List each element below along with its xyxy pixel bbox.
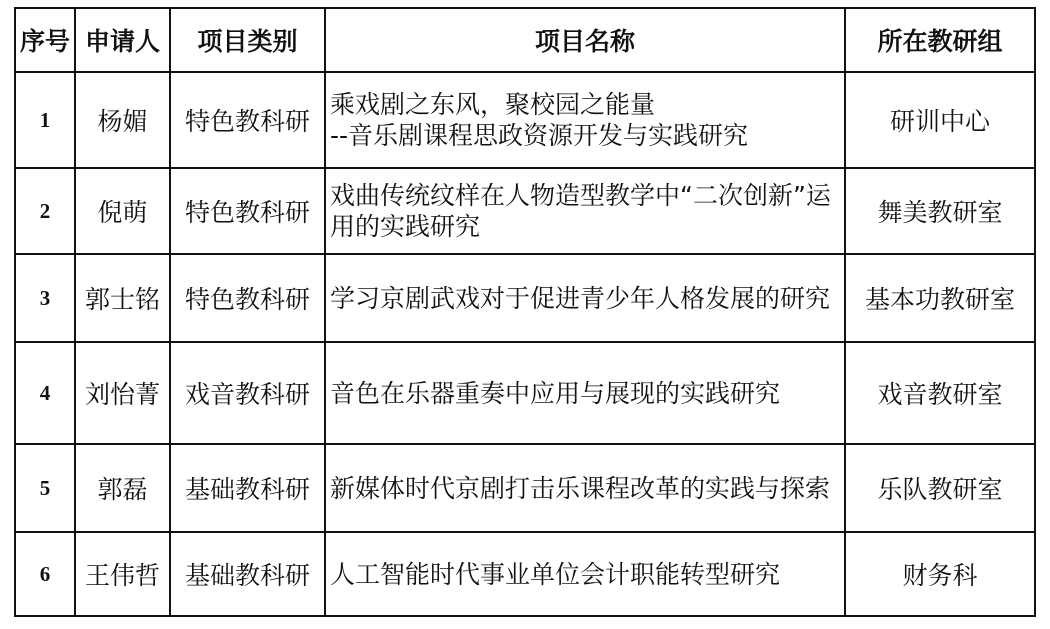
row-category: 特色教科研 bbox=[170, 168, 325, 254]
row-project-name: 音色在乐器重奏中应用与展现的实践研究 bbox=[325, 342, 845, 444]
row-index: 2 bbox=[15, 168, 75, 254]
project-name-line-2: --音乐剧课程思政资源开发与实践研究 bbox=[330, 121, 749, 150]
table-row bbox=[15, 444, 1035, 532]
row-applicant: 倪萌 bbox=[75, 168, 170, 254]
row-group: 戏音教研室 bbox=[845, 342, 1035, 444]
table-row bbox=[15, 342, 1035, 444]
row-category: 特色教科研 bbox=[170, 254, 325, 342]
header-group: 所在教研组 bbox=[845, 8, 1035, 72]
row-applicant: 杨媚 bbox=[75, 72, 170, 168]
row-group: 研训中心 bbox=[845, 72, 1035, 168]
project-table-container bbox=[14, 7, 1036, 617]
row-category: 戏音教科研 bbox=[170, 342, 325, 444]
row-group: 财务科 bbox=[845, 532, 1035, 616]
row-applicant: 刘怡菁 bbox=[75, 342, 170, 444]
table-row bbox=[15, 532, 1035, 616]
row-category: 基础教科研 bbox=[170, 532, 325, 616]
header-index: 序号 bbox=[15, 8, 75, 72]
header-applicant: 申请人 bbox=[75, 8, 170, 72]
table-header-row bbox=[15, 8, 1035, 72]
row-category: 基础教科研 bbox=[170, 444, 325, 532]
row-group: 乐队教研室 bbox=[845, 444, 1035, 532]
row-project-name bbox=[325, 72, 845, 168]
row-index: 3 bbox=[15, 254, 75, 342]
row-applicant: 王伟哲 bbox=[75, 532, 170, 616]
row-group: 舞美教研室 bbox=[845, 168, 1035, 254]
row-project-name: 学习京剧武戏对于促进青少年人格发展的研究 bbox=[325, 254, 845, 342]
row-applicant: 郭磊 bbox=[75, 444, 170, 532]
table-row bbox=[15, 168, 1035, 254]
row-index: 6 bbox=[15, 532, 75, 616]
header-category: 项目类别 bbox=[170, 8, 325, 72]
row-index: 1 bbox=[15, 72, 75, 168]
row-project-name: 戏曲传统纹样在人物造型教学中“二次创新”运用的实践研究 bbox=[325, 168, 845, 254]
table-row bbox=[15, 72, 1035, 168]
row-project-name: 新媒体时代京剧打击乐课程改革的实践与探索 bbox=[325, 444, 845, 532]
project-table bbox=[14, 7, 1036, 617]
row-group: 基本功教研室 bbox=[845, 254, 1035, 342]
row-applicant: 郭士铭 bbox=[75, 254, 170, 342]
table-row bbox=[15, 254, 1035, 342]
row-category: 特色教科研 bbox=[170, 72, 325, 168]
row-project-name: 人工智能时代事业单位会计职能转型研究 bbox=[325, 532, 845, 616]
row-index: 5 bbox=[15, 444, 75, 532]
project-name-line-1: 乘戏剧之东风，聚校园之能量 bbox=[330, 90, 656, 119]
header-project-name: 项目名称 bbox=[325, 8, 845, 72]
row-index: 4 bbox=[15, 342, 75, 444]
